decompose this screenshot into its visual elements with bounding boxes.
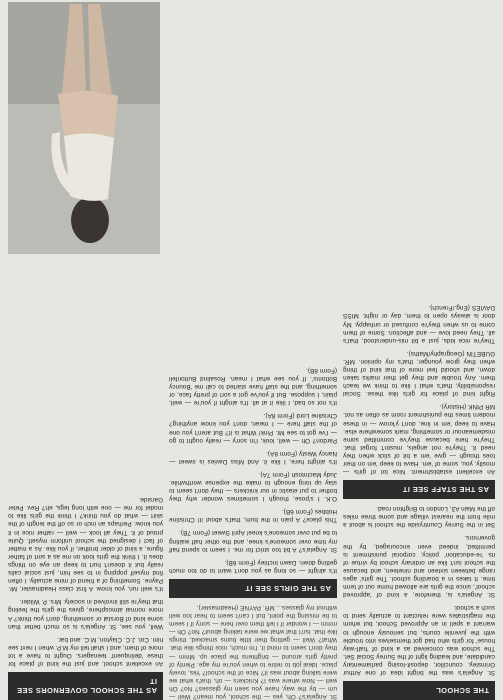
- girls-quote: It's not so bad, I like it at all. It's alright if you're — well, plain, I suppose. But if you've got a sort of pretty face, or something, and the staff have started to call me 'Bouncy Bottoms'. If you see what I mean. Rosalind Buttonfell (Form 8B).: [169, 366, 337, 407]
- section-header-girls: AS THE GIRLS SEE IT: [169, 579, 337, 598]
- photo-figure: [8, 2, 160, 254]
- staff-paragraph: Right kind of place for girls like these. Social responsibility, that's what I like to think we teach them. Any trouble and they get their marks taken down, and should feel more of that kind of thing when they grow younger, that's my opinion. MR. GUBETIN (Geography/Maths).: [343, 349, 495, 398]
- governors-paragraph: It's well run, you know. A first class Headmaster, Mr. Payne. Something of a friend of mine actually. I often find myself popping in to see him, just social calls really but it doesn't hurt to keep an eye on things does it. I think the girls look on me as a sort of father figure, a kind of older brother, if you like. As a matter of fact I designed the school uniform myself. Quite proud of it. They all look — well — rather nice in it you know. Perhaps an inch or so off the length of the skirt — what do you think? I think the girls like to model for me — one with long legs, eh? Rev. Peter Garside.: [8, 496, 163, 593]
- girls-quote: This place? A pain in the bum, that's about it! Christine Hobbes (Form 6B).: [169, 508, 337, 524]
- column-school-staff: [343, 0, 495, 700]
- staff-paragraph: They're nice kids, just a bit mis-understood, that's all. They need love — and affection. Some of them come to us when they're confused or unhappy. My door is always open to them, day or night. MISS DAVIES (Eng./French).: [343, 304, 495, 344]
- photo-blouse: [64, 133, 114, 200]
- column-parent-girls: [169, 0, 337, 700]
- section-header-governors: AS THE SCHOOL GOVERNORS SEE IT: [8, 672, 163, 700]
- governors-paragraph: An excellent school, and just the kind of place for these 'delinquent' teenagers. Ought to have a lot more of them, and I shall tell my M.P. when I next see him. Col. J.C. Clayton, M.C. and bar.: [8, 635, 163, 667]
- governors-paragraph: Well, you see, St. Angela's is so much better than some kind of Borstal or something, don't you think? A more normal atmosphere, gives the girls the feeling that they're still involved in society. Mrs. P. Wilder.: [8, 598, 163, 630]
- girls-quote: St. Angela's? A bit too strict for me. I seem to spend half my time over someone's knee, and the other half waiting to be put over someone's knee! April Sweet (Form 7B).: [169, 529, 337, 553]
- girls-quote: Pardon? Oh — well, look, I'm sorry — really ought to go — I've got to see Mr. Pink! What is it? But aren't you one of the staff here — I mean, don't you know anything? Christine Lord (Form 8A).: [169, 412, 337, 444]
- girls-quote: O.K. I s'pose, though I sometimes wonder why they bother to put elastic in our knickers — they don't seem to stay up long enough to make the expense worthwhile. Judy MacIntosh (Form 7A).: [169, 470, 337, 503]
- school-paragraph: Set in the Surrey Countryside the school is about a mile from the nearest village and some three miles off the Main A3, London to Brighton road.: [343, 505, 495, 529]
- school-paragraph: St. Angela's was the bright idea of one Arthur Grimsley, councillor, deposit-losing parliamentary candidate, and leading light of the Surrey Social Set. The school was conceived as a kind of 'half-way house' for girls who had got themselves into trouble with the juvenile courts, but seriously enough to warrant a spell in an Approved School, but whom the magistrates were reluctant to actually send to such a school.: [343, 604, 495, 676]
- school-paragraph: St. Angela's is, therefore, a kind of 'approved school', since the girls are allowed home out of term time. It takes in a boarding school. The girls' ages range between sixteen and nineteen, and because the school isn't like an ordinary school by virtue of its 're-education' policy, corporal punishment is permitted, indeed even encouraged, by the governors.: [343, 534, 495, 599]
- girls-quote: It's alright — so long as you don't want to do too much getting down. Dawn Inchley (Form 6B).: [169, 558, 337, 574]
- section-header-staff: AS THE STAFF SEE IT: [343, 480, 495, 499]
- photo-skin: [58, 90, 118, 138]
- section-header-school: THE SCHOOL: [343, 681, 495, 700]
- headmaster-quote: St. Angela's? Oh, yes — the school, you mean? Well — um — by the way, have you seen my glasses? No? Oh well — Now where was I? Knickers — oh, that's what we were talking about was it? Nice of the school? Yes, lovely place. Ideal job to retire to when you're my age. Plenty of pretty girls around — brightens the place up. Mmm — they don't seem to mind it, I'm much, nice things like that. What? Well — getting their little bums smacked, things like that. Isn't that what we were talking about? No? Oh — mmm — I wonder if I left them over here — sorry if I seem to be missing the point, but I can't seem to hear too well without my glasses... MR. PAYNE (Headmaster).: [169, 603, 337, 700]
- photo-hair: [71, 197, 109, 243]
- photo: [8, 2, 160, 254]
- staff-paragraph: An excellent establishment. Nice lot of girls — mostly, you, some of 'em. Have to keep 'em on their toes though — give 'em a bit of stick when they need it. They're not angels, mustn't forget that. They're here because they've committed some misdemeanour or something, mark somewhere else. Have to keep 'em in line, don't y'know — in these modern times the punishment room as often as not. MR PINK (History).: [343, 403, 495, 476]
- girls-quote: It's alright here, I like it. And Miss Davies is sweet — Nancy Westy (Form 8A).: [169, 449, 337, 465]
